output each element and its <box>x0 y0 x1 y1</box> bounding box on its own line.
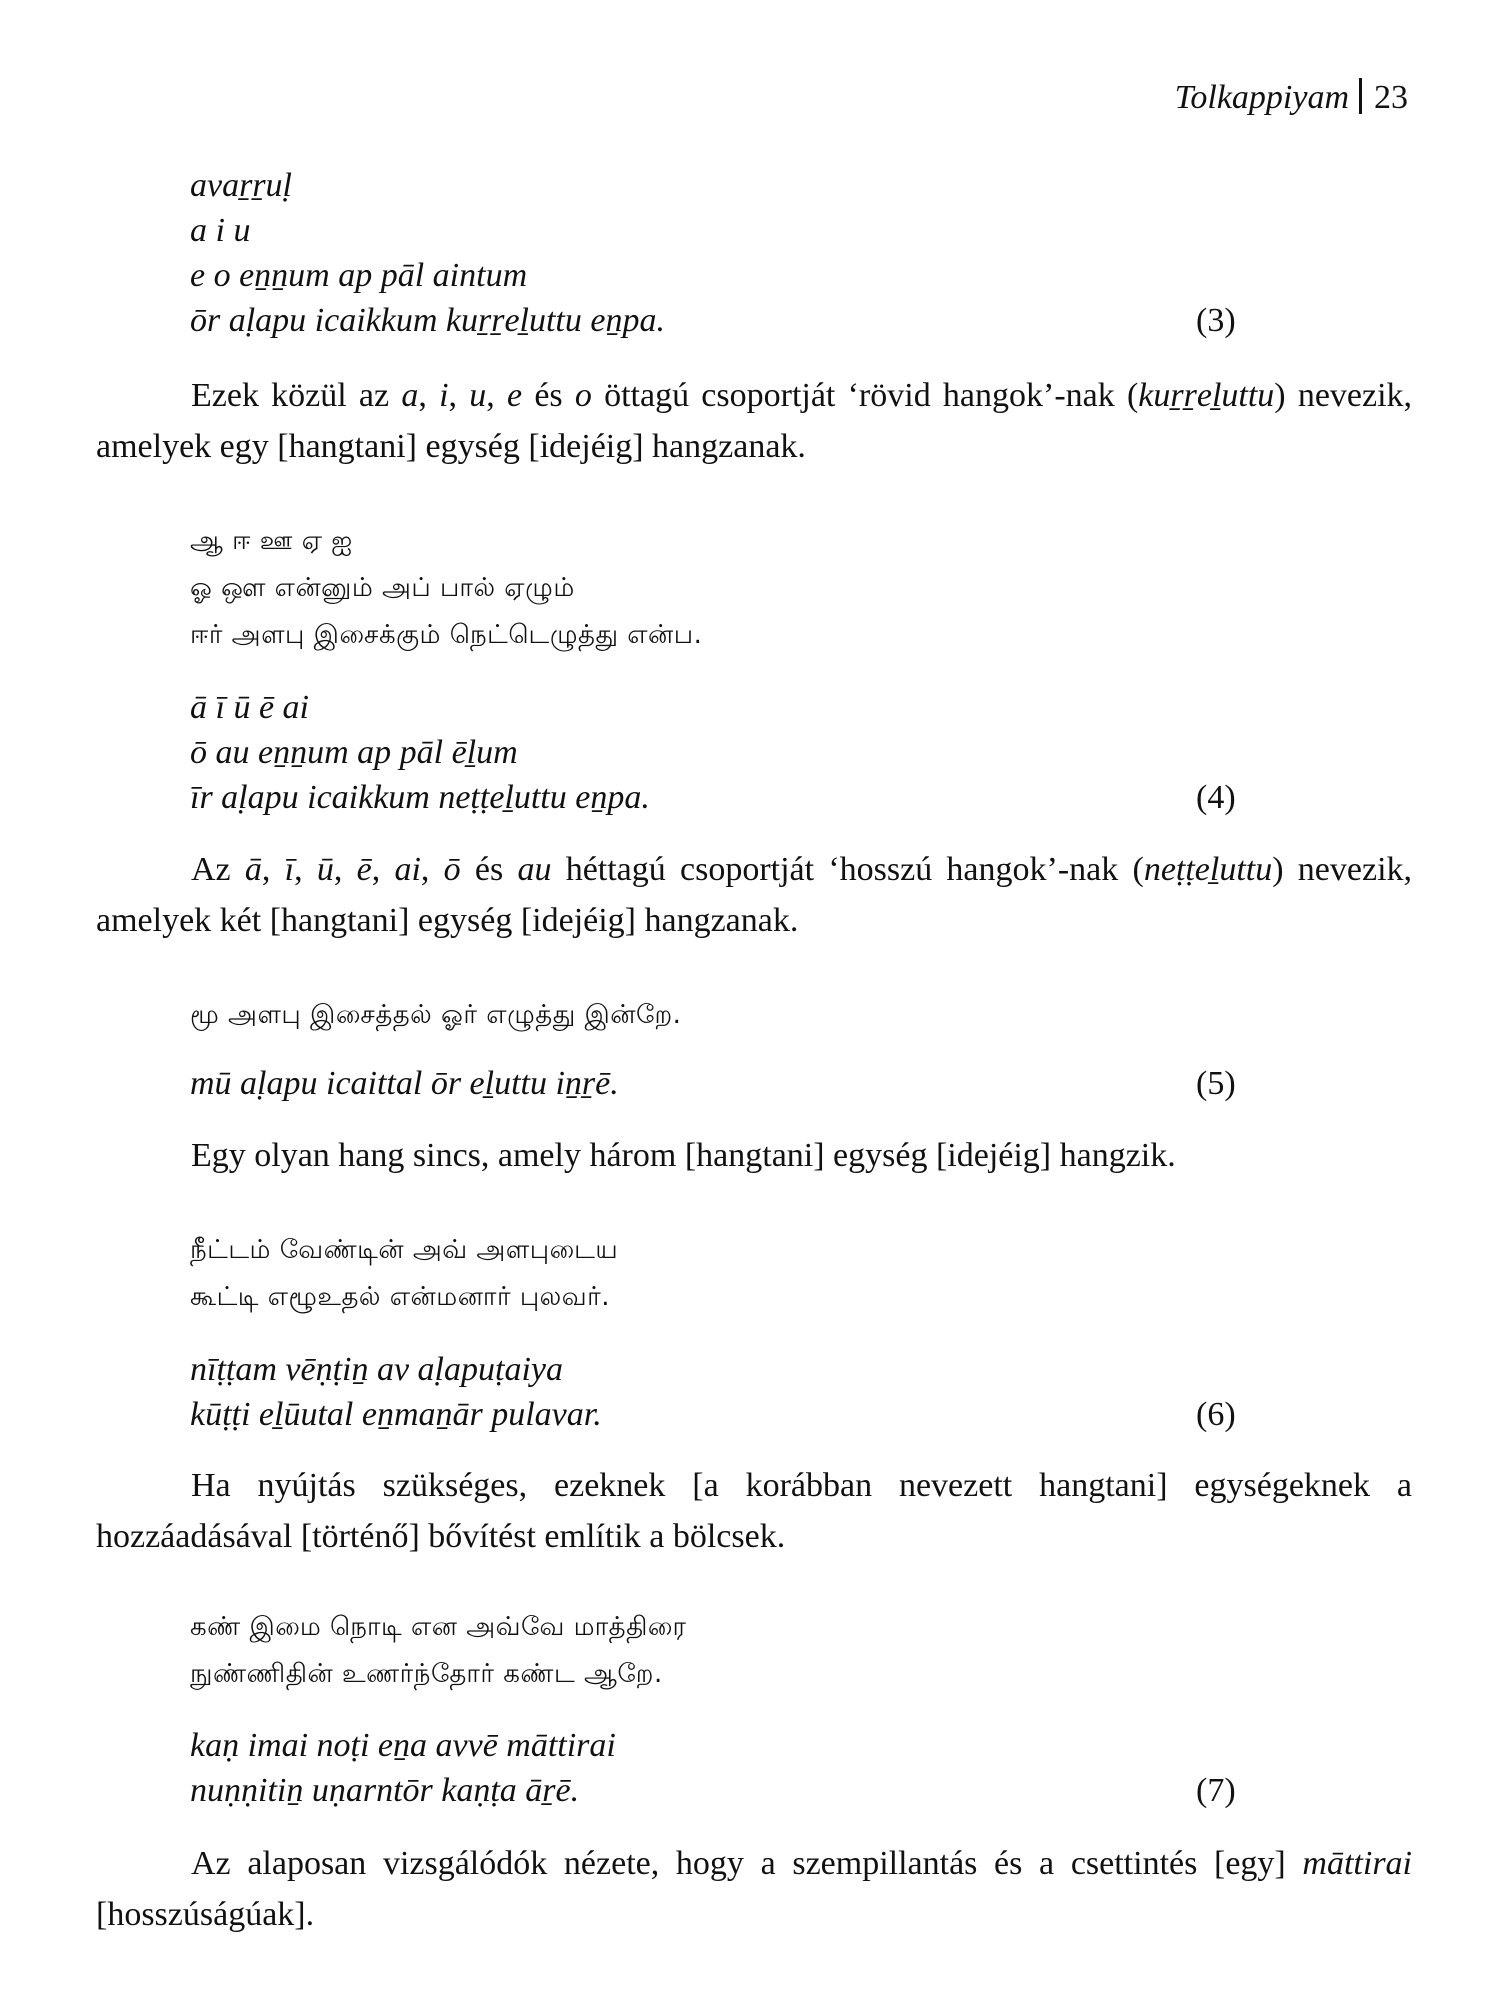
verse4-tamil-line: ஈர் அளபு இசைக்கும் நெட்டெழுத்து என்ப. <box>190 620 703 650</box>
verse6-tamil-line: நீட்டம் வேண்டின் அவ் அளபுடைய <box>190 1235 619 1265</box>
verse6-tamil-line: கூட்டி எழூஉதல் என்மனார் புலவர். <box>190 1282 610 1312</box>
verse6-translit-line: nīṭṭam vēṇṭiṉ av aḷapuṭaiya <box>190 1351 563 1388</box>
prose3-paragraph: Ezek közül az a, i, u, e és o öttagú csoportját ‘rövid hangok’-nak (kuṟṟeḻuttu) nevezik, amelyek egy [hangtani] egység [idejéig] hangzanak. <box>96 377 1413 465</box>
prose4-paragraph: Az ā, ī, ū, ē, ai, ō és au héttagú csoportját ‘hosszú hangok’-nak (neṭṭeḻuttu) nevezik, amelyek két [hangtani] egység [idejéig] hangzanak. <box>96 851 1413 939</box>
verse6-translit-line: kūṭṭi eḻūutal eṉmaṉār pulavar. <box>190 1396 602 1433</box>
prose6-paragraph: Ha nyújtás szükséges, ezeknek [a korábban nevezett hangtani] egységeknek a hozzáadásával [történő] bővítést említik a bölcsek. <box>96 1467 1412 1555</box>
verse5-tamil-line: மூ அளபு இசைத்தல் ஓர் எழுத்து இன்றே. <box>190 1000 682 1030</box>
verse7-tamil-line: நுண்ணிதின் உணர்ந்தோர் கண்ட ஆறே. <box>190 1659 663 1689</box>
verse3-translit-line: e o eṉṉum ap pāl aintum <box>190 257 528 294</box>
verse3-translit-line: avaṟṟuḷ <box>190 167 292 204</box>
verse4-number: (4) <box>1196 779 1236 816</box>
running-head-divider <box>1359 78 1362 114</box>
verse5-number: (5) <box>1196 1065 1236 1102</box>
verse4-translit-line: īr aḷapu icaikkum neṭṭeḻuttu eṉpa. <box>190 779 650 816</box>
verse4-translit-line: ō au eṉṉum ap pāl ēḻum <box>190 734 518 771</box>
verse3-translit-line: ōr aḷapu icaikkum kuṟṟeḻuttu eṉpa. <box>190 302 665 339</box>
page-number: 23 <box>1374 79 1408 116</box>
verse4-tamil-line: ஆ ஈ ஊ ஏ ஐ <box>190 526 353 556</box>
verse5-translit-line: mū aḷapu icaittal ōr eḻuttu iṉṟē. <box>190 1065 619 1102</box>
verse3-translit-line: a i u <box>190 212 251 249</box>
verse4-translit-line: ā ī ū ē ai <box>190 689 309 726</box>
verse7-translit-line: kaṇ imai noṭi eṉa avvē māttirai <box>190 1727 616 1764</box>
verse6-number: (6) <box>1196 1396 1236 1433</box>
running-head <box>1175 78 1408 118</box>
verse7-number: (7) <box>1196 1772 1236 1809</box>
verse7-translit-line: nuṇṇitiṉ uṇarntōr kaṇṭa āṟē. <box>190 1772 580 1809</box>
prose7-paragraph: Az alaposan vizsgálódók nézete, hogy a szempillantás és a csettintés [egy] māttirai [hosszúságúak]. <box>96 1845 1412 1933</box>
verse3-number: (3) <box>1196 302 1236 339</box>
prose5-paragraph: Egy olyan hang sincs, amely három [hangtani] egység [idejéig] hangzik. <box>191 1137 1176 1174</box>
verse7-tamil-line: கண் இமை நொடி என அவ்வே மாத்திரை <box>190 1612 687 1642</box>
verse4-tamil-line: ஓ ஔ என்னும் அப் பால் ஏழும் <box>190 573 575 603</box>
running-head-title: Tolkappiyam <box>1174 79 1349 116</box>
